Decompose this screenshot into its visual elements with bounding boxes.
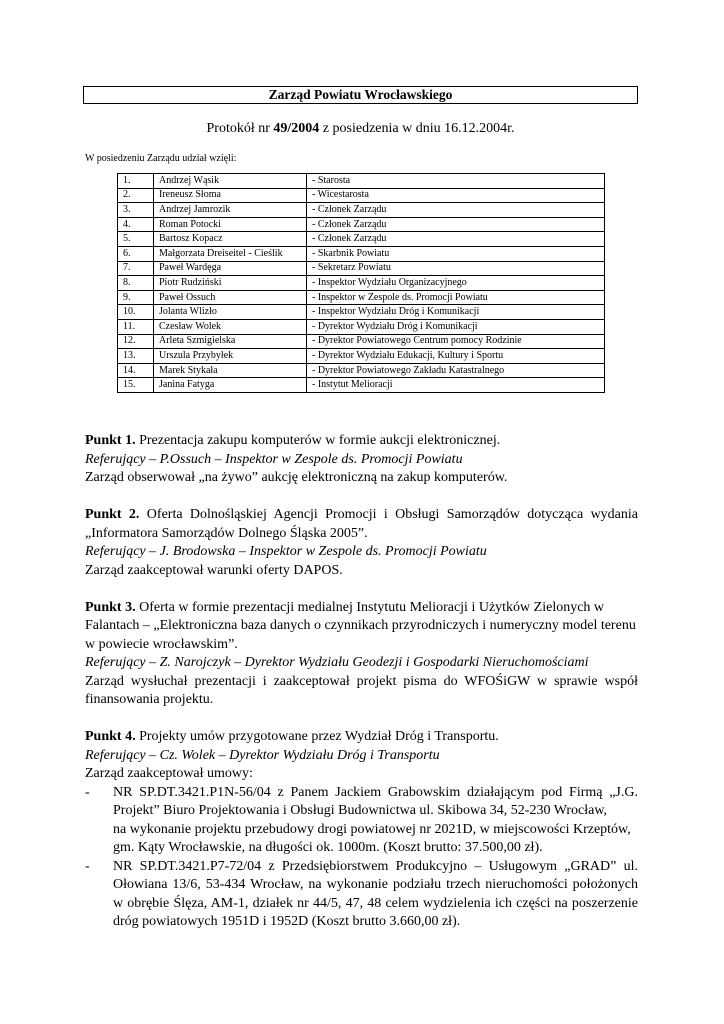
protocol-suffix: z posiedzenia w dniu 16.12.2004r. bbox=[322, 121, 515, 136]
point-4-label: Punkt 4. bbox=[85, 729, 136, 744]
member-number: 8. bbox=[118, 276, 154, 291]
table-row bbox=[118, 319, 605, 334]
member-number: 11. bbox=[118, 319, 154, 334]
attendance-intro: W posiedzeniu Zarządu udział wzięli: bbox=[85, 153, 237, 164]
member-number: 7. bbox=[118, 261, 154, 276]
contract-2-text: NR SP.DT.3421.P7-72/04 z Przedsiębiorstwem Produkcyjno – Usługowym „GRAD” ul. Ołowiana 13/6, 53-434 Wrocław, na wykonanie podziału trzech nieruchomości położonych w obrębie Ślęza, AM-1, działek nr 44/5, 47, 48 celem wydzielenia ich części na poszerzenie dróg powiatowych 1951D i 1952D (Koszt brutto 3.660,00 zł). bbox=[113, 858, 638, 929]
member-role: - Członek Zarządu bbox=[307, 203, 605, 218]
member-number: 9. bbox=[118, 290, 154, 305]
spacer bbox=[85, 710, 638, 729]
member-name: Czesław Wolek bbox=[154, 319, 307, 334]
member-role: - Instytut Melioracji bbox=[307, 378, 605, 393]
point-3-speaker: Referujący – Z. Narojczyk – Dyrektor Wydziału Geodezji i Gospodarki Nieruchomościami bbox=[85, 655, 589, 670]
minutes-body bbox=[85, 432, 638, 932]
table-row bbox=[118, 378, 605, 393]
table-row bbox=[118, 334, 605, 349]
member-name: Ireneusz Słoma bbox=[154, 188, 307, 203]
table-row bbox=[118, 232, 605, 247]
member-name: Bartosz Kopacz bbox=[154, 232, 307, 247]
spacer bbox=[85, 488, 638, 507]
member-number: 1. bbox=[118, 174, 154, 189]
point-3-title-text: Oferta w formie prezentacji medialnej Instytutu Melioracji i Użytków Zielonych w Falantach – „Elektroniczna baza danych o czynnikach przyrodniczych i numeryczny model terenu w powiecie wrocławskim”. bbox=[85, 599, 636, 652]
member-role: - Inspektor Wydziału Organizacyjnego bbox=[307, 276, 605, 291]
attendance-table-body bbox=[118, 174, 605, 393]
member-name: Roman Potocki bbox=[154, 217, 307, 232]
member-role: - Sekretarz Powiatu bbox=[307, 261, 605, 276]
member-name: Małgorzata Dreiseitel - Cieślik bbox=[154, 246, 307, 261]
point-4-title-text: Projekty umów przygotowane przez Wydział Dróg i Transportu. bbox=[139, 729, 499, 744]
member-role: - Inspektor Wydziału Dróg i Komunikacji bbox=[307, 305, 605, 320]
member-name: Urszula Przybyłek bbox=[154, 349, 307, 364]
member-name: Janina Fatyga bbox=[154, 378, 307, 393]
member-number: 2. bbox=[118, 188, 154, 203]
protocol-heading bbox=[83, 120, 638, 138]
point-3-result: Zarząd wysłuchał prezentacji i zaakceptował projekt pisma do WFOŚiGW w sprawie współ finansowania projektu. bbox=[85, 673, 638, 707]
member-name: Andrzej Jamrozik bbox=[154, 203, 307, 218]
member-role: - Dyrektor Wydziału Edukacji, Kultury i Sportu bbox=[307, 349, 605, 364]
point-2 bbox=[85, 506, 638, 580]
member-name: Marek Stykała bbox=[154, 363, 307, 378]
table-row bbox=[118, 276, 605, 291]
member-role: - Dyrektor Powiatowego Zakładu Katastralnego bbox=[307, 363, 605, 378]
point-4-title bbox=[85, 728, 638, 747]
point-1 bbox=[85, 432, 638, 488]
point-3 bbox=[85, 599, 638, 710]
point-1-result: Zarząd obserwował „na żywo” aukcję elektroniczną na zakup komputerów. bbox=[85, 470, 508, 485]
member-number: 6. bbox=[118, 246, 154, 261]
member-name: Paweł Wardęga bbox=[154, 261, 307, 276]
member-role: - Dyrektor Powiatowego Centrum pomocy Rodzinie bbox=[307, 334, 605, 349]
member-number: 3. bbox=[118, 203, 154, 218]
point-3-title bbox=[85, 599, 638, 655]
member-number: 5. bbox=[118, 232, 154, 247]
point-2-title bbox=[85, 506, 638, 543]
table-row bbox=[118, 290, 605, 305]
table-row bbox=[118, 305, 605, 320]
table-row bbox=[118, 203, 605, 218]
table-row bbox=[118, 188, 605, 203]
list-bullet: - bbox=[85, 858, 90, 874]
contract-1-line-1: NR SP.DT.3421.P1N-56/04 z Panem Jackiem Grabowskim działającym pod Firmą „J.G. Projekt” Biuro Projektowania i Obsługi Budownictwa ul. Skibowa 34, 52-230 Wrocław, bbox=[113, 784, 638, 818]
point-4-speaker: Referujący – Cz. Wolek – Dyrektor Wydziału Dróg i Transportu bbox=[85, 747, 440, 763]
spacer bbox=[85, 580, 638, 599]
point-1-speaker: Referujący – P.Ossuch – Inspektor w Zespole ds. Promocji Powiatu bbox=[85, 451, 463, 467]
point-1-label: Punkt 1. bbox=[85, 433, 136, 448]
member-number: 15. bbox=[118, 378, 154, 393]
table-row bbox=[118, 363, 605, 378]
member-number: 13. bbox=[118, 349, 154, 364]
protocol-number: 49/2004 bbox=[273, 121, 320, 136]
member-name: Piotr Rudziński bbox=[154, 276, 307, 291]
protocol-prefix: Protokół nr bbox=[206, 121, 270, 136]
contract-1-line-2: na wykonanie projektu przebudowy drogi powiatowej nr 2021D, w miejscowości Krzeptów, bbox=[113, 821, 631, 837]
member-role: - Inspektor w Zespole ds. Promocji Powiatu bbox=[307, 290, 605, 305]
member-number: 14. bbox=[118, 363, 154, 378]
point-3-label: Punkt 3. bbox=[85, 599, 136, 615]
table-row bbox=[118, 261, 605, 276]
member-name: Andrzej Wąsik bbox=[154, 174, 307, 189]
member-name: Jolanta Wlizło bbox=[154, 305, 307, 320]
table-row bbox=[118, 349, 605, 364]
point-1-title-text: Prezentacja zakupu komputerów w formie aukcji elektronicznej. bbox=[139, 433, 501, 448]
member-role: - Dyrektor Wydziału Dróg i Komunikacji bbox=[307, 319, 605, 334]
member-number: 4. bbox=[118, 217, 154, 232]
member-name: Paweł Ossuch bbox=[154, 290, 307, 305]
member-role: - Starosta bbox=[307, 174, 605, 189]
contract-1-line-3: gm. Kąty Wrocławskie, na długości ok. 1000m. (Koszt brutto: 37.500,00 zł). bbox=[113, 840, 543, 855]
member-role: - Wicestarosta bbox=[307, 188, 605, 203]
point-4 bbox=[85, 728, 638, 932]
list-bullet: - bbox=[85, 784, 90, 800]
point-2-speaker: Referujący – J. Brodowska – Inspektor w Zespole ds. Promocji Powiatu bbox=[85, 544, 487, 559]
attendance-table bbox=[117, 173, 605, 393]
table-row bbox=[118, 217, 605, 232]
point-4-intro: Zarząd zaakceptował umowy: bbox=[85, 766, 253, 781]
table-row bbox=[118, 246, 605, 261]
member-number: 12. bbox=[118, 334, 154, 349]
point-2-result: Zarząd zaakceptował warunki oferty DAPOS. bbox=[85, 562, 343, 578]
contract-item-1 bbox=[85, 784, 638, 858]
point-2-title-text: Oferta Dolnośląskiej Agencji Promocji i Obsługi Samorządów dotycząca wydania „Informatora Samorządów Dolnego Śląska 2005”. bbox=[85, 507, 638, 541]
contract-list bbox=[85, 784, 638, 932]
member-number: 10. bbox=[118, 305, 154, 320]
member-role: - Członek Zarządu bbox=[307, 232, 605, 247]
document-title: Zarząd Powiatu Wrocławskiego bbox=[83, 86, 638, 104]
point-2-label: Punkt 2. bbox=[85, 507, 140, 522]
contract-item-2 bbox=[85, 858, 638, 932]
member-role: - Skarbnik Powiatu bbox=[307, 246, 605, 261]
member-name: Arleta Szmigielska bbox=[154, 334, 307, 349]
point-1-title bbox=[85, 432, 638, 451]
member-role: - Członek Zarządu bbox=[307, 217, 605, 232]
table-row bbox=[118, 174, 605, 189]
